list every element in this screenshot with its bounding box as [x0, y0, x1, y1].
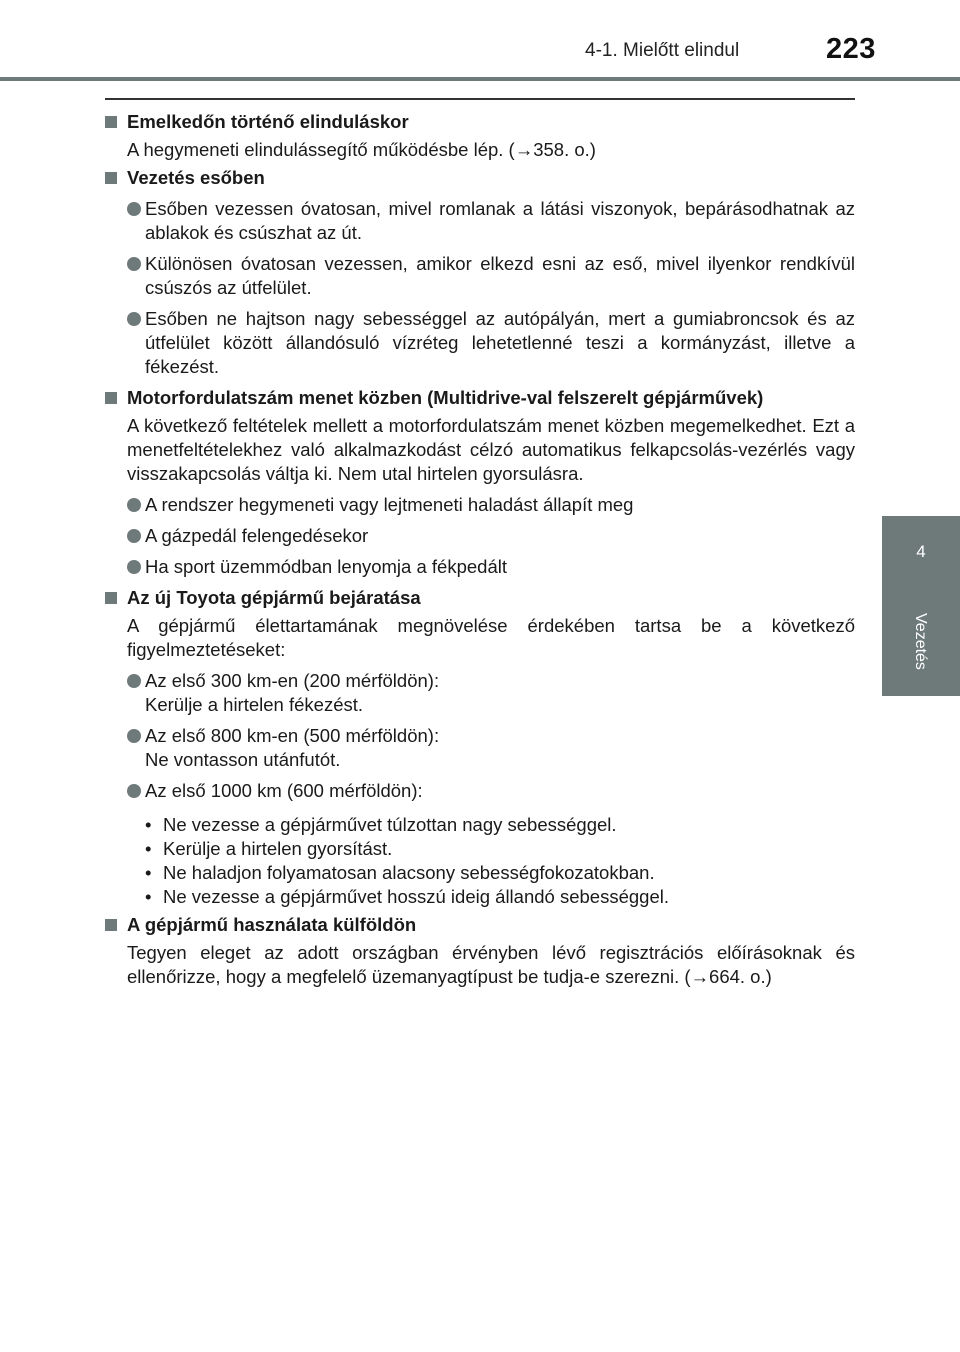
list-item: A rendszer hegymeneti vagy lejtmeneti haladást állapít meg	[105, 493, 855, 517]
section-heading: Motorfordulatszám menet közben (Multidrive-val felszerelt gépjárművek)	[105, 386, 855, 410]
circle-bullet-icon	[127, 729, 141, 743]
section-heading: A gépjármű használata külföldön	[105, 913, 855, 937]
page-number: 223	[826, 33, 876, 65]
list-item: Az első 300 km-en (200 mérföldön): Kerülje a hirtelen fékezést.	[105, 669, 855, 717]
list-item: Különösen óvatosan vezessen, amikor elkezd esni az eső, mivel ilyenkor rendkívül csúszós az útfelület.	[105, 252, 855, 300]
circle-bullet-icon	[127, 257, 141, 271]
sub-list-item: • Ne vezesse a gépjárművet túlzottan nagy sebességgel.	[145, 814, 617, 835]
sub-list-item: • Ne haladjon folyamatosan alacsony sebességfokozatokban.	[145, 862, 655, 883]
chapter-number: 4	[916, 542, 926, 561]
paragraph: A következő feltételek mellett a motorfordulatszám menet közben megemelkedhet. Ezt a menetfeltételekhez való alkalmazkodást célzó automatikus felkapcsolás-vezérlés vagy visszakapcsolás váltja ki. Nem utal hirtelen gyorsulásra.	[127, 415, 855, 484]
paragraph: A hegymeneti elindulássegítő működésbe lép. (→358. o.)	[127, 139, 596, 160]
circle-bullet-icon	[127, 498, 141, 512]
circle-bullet-icon	[127, 529, 141, 543]
square-bullet-icon	[105, 392, 117, 404]
page-content	[105, 106, 855, 992]
list-item: Az első 1000 km (600 mérföldön):	[105, 779, 855, 803]
circle-bullet-icon	[127, 784, 141, 798]
section-rule	[105, 98, 855, 100]
sub-list-item: • Ne vezesse a gépjárművet hosszú ideig állandó sebességgel.	[145, 886, 669, 907]
sub-list	[105, 813, 855, 909]
list-item: A gázpedál felengedésekor	[105, 524, 855, 548]
section-heading: Emelkedőn történő elinduláskor	[105, 110, 855, 134]
sub-list-item: • Kerülje a hirtelen gyorsítást.	[145, 838, 393, 859]
square-bullet-icon	[105, 592, 117, 604]
circle-bullet-icon	[127, 202, 141, 216]
chapter-label: Vezetés	[912, 613, 929, 670]
square-bullet-icon	[105, 919, 117, 931]
paragraph: Tegyen eleget az adott országban érvényben lévő regisztrációs előírásoknak és ellenőrizze, hogy a megfelelő üzemanyagtípust be tudja-e szerezni. (→664. o.)	[127, 942, 855, 987]
circle-bullet-icon	[127, 674, 141, 688]
header-rule	[0, 77, 960, 81]
list-item: Ha sport üzemmódban lenyomja a fékpedált	[105, 555, 855, 579]
chapter-side-tab	[882, 516, 960, 696]
paragraph: A gépjármű élettartamának megnövelése érdekében tartsa be a következő figyelmeztetéseket:	[127, 615, 855, 660]
circle-bullet-icon	[127, 312, 141, 326]
section-heading: Az új Toyota gépjármű bejáratása	[105, 586, 855, 610]
square-bullet-icon	[105, 116, 117, 128]
circle-bullet-icon	[127, 560, 141, 574]
list-item: Esőben ne hajtson nagy sebességgel az autópályán, mert a gumiabroncsok és az útfelület között állandósuló vízréteg lehetetlenné teszi a kormányzást, illetve a fékezést.	[105, 307, 855, 379]
list-item: Esőben vezessen óvatosan, mivel romlanak a látási viszonyok, bepárásodhatnak az ablakok és csúszhat az út.	[105, 197, 855, 245]
section-heading: Vezetés esőben	[105, 166, 855, 190]
square-bullet-icon	[105, 172, 117, 184]
header-title: 4-1. Mielőtt elindul	[585, 40, 740, 61]
list-item: Az első 800 km-en (500 mérföldön): Ne vontasson utánfutót.	[105, 724, 855, 772]
